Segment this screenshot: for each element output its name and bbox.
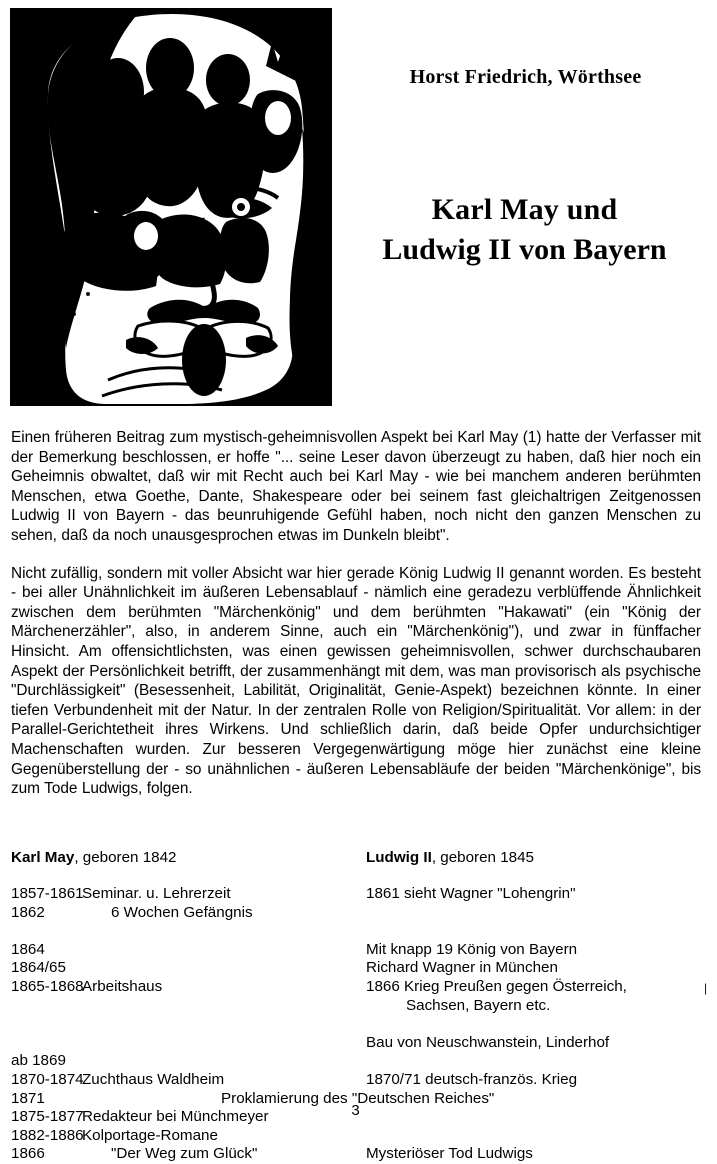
row-date-left: 1862: [11, 903, 45, 921]
table-row: [11, 1145, 701, 1164]
row-text-right: Sachsen, Bayern etc.: [406, 996, 551, 1014]
paragraph-1: Einen früheren Beitrag zum mystisch-geheimnisvollen Aspekt bei Karl May (1) hatte der Verfasser mit der Bemerkung beschlossen, er hoffe "... seine Leser davon überzeugt zu haben, daß hier noch ein Geheimnis obwaltet, daß wir mit Recht auch bei Karl May - wie bei manchem anderen berühmten Menschen, etwa Goethe, Dante, Shakespeare oder bei seinem fast gleichaltrigen Zeitgenossen Ludwig II von Bayern - das beunruhigende Gefühl haben, noch nicht den ganzen Menschen zu sehen, daß da noch unausgesprochen etwas im Dunkeln bleibt".: [11, 429, 701, 544]
table-row: [11, 1127, 701, 1146]
title-line-2: Ludwig II von Bayern: [382, 233, 667, 266]
row-text-left: Zuchthaus Waldheim: [82, 1070, 225, 1088]
table-row: [11, 977, 711, 997]
row-text-right: Bau von Neuschwanstein, Linderhof: [366, 1033, 610, 1051]
inset-portrait: [120, 211, 171, 281]
table-row: [11, 1071, 701, 1090]
portrait-collage-illustration: [10, 8, 332, 406]
row-text-left: Arbeitshaus: [82, 977, 163, 995]
row-text-right: 1866 Krieg Preußen gegen Österreich,: [366, 977, 627, 995]
row-date-left: 1857-1861: [11, 885, 84, 902]
column-header-karl-may: [11, 849, 177, 868]
author-byline: Horst Friedrich, Wörthsee: [409, 66, 642, 88]
paragraph-2: Nicht zufällig, sondern mit voller Absicht war hier gerade König Ludwig II genannt worden. Es besteht - bei aller Unähnlichkeit im äußeren Lebensablauf - nämlich eine geradezu verblüffende Ähnlichkeit zwischen dem berühmten "Märchenkönig" und dem berühmten "Hakawati" (ein "König der Märchenerzähler", also, in anderem Sinne, auch ein "Märchenkönig"), und zwar in fünffacher Hinsicht. Am offensichtlichsten, was einen gewissen geheimnisvollen, schwer durchschaubaren Aspekt der Persönlichkeit betrifft, der zusammenhängt mit dem, was man provisorisch als psychische "Durchlässigkeit" (Besessenheit, Labilität, Originalität, Genie-Aspekt) bezeichnen könnte. In einer tiefen Verbundenheit mit der Natur. In der zentralen Rolle von Religion/Spiritualität. Vor allem: in der Parallel-Gerichtetheit ihres Wirkens. Und schließlich darin, daß beide Opfer undurchsichtiger Machenschaften wurden. Zur besseren Vergegenwärtigung möge hier zunächst eine kleine Gegenüberstellung der - so unähnlichen - äußeren Lebensabläufe der beiden "Märchenkönige", bis zum Tode Ludwigs, folgen.: [11, 564, 701, 798]
article-body: [11, 428, 701, 799]
row-text-left: Seminar. u. Lehrerzeit: [82, 885, 231, 902]
ludwig-ii-name: Ludwig II: [366, 849, 432, 866]
comparison-headers: [11, 849, 701, 867]
row-date-left: 1864/65: [11, 959, 66, 977]
row-text-right: 1870/71 deutsch-französ. Krieg: [366, 1070, 578, 1088]
title-line-1: Karl May und: [431, 193, 618, 226]
row-text-right: 1861 sieht Wagner "Lohengrin": [366, 885, 576, 902]
table-row: [11, 1052, 701, 1071]
table-row: [11, 941, 701, 960]
page-number: 3: [351, 1102, 360, 1119]
row-text-spanning: Proklamierung des "Deutschen Reiches": [221, 1089, 495, 1107]
row-date-left: 1871: [11, 1089, 45, 1107]
page-header: [0, 0, 711, 410]
masthead: [340, 0, 711, 410]
table-row: [11, 959, 701, 978]
table-row: [11, 904, 701, 923]
table-row-spacer: [11, 922, 701, 941]
table-row-spacer: [11, 1015, 701, 1034]
row-text-right: Mysteriöser Tod Ludwigs: [366, 1145, 533, 1163]
row-text-left: 6 Wochen Gefängnis: [111, 903, 253, 921]
column-header-ludwig-ii: [366, 849, 534, 868]
page-title: [332, 190, 717, 270]
row-date-left: 1865-1868: [11, 977, 84, 995]
row-date-left: 1875-1877: [11, 1108, 84, 1126]
row-text-left: "Der Weg zum Glück": [111, 1145, 258, 1163]
portrait-collage-graphic: [10, 8, 332, 406]
comparison-rows: [11, 885, 711, 1164]
margin-tick-mark: ❘: [701, 982, 711, 995]
row-date-left: ab 1869: [11, 1052, 66, 1070]
karl-may-born: , geboren 1842: [74, 849, 177, 866]
row-date-left: 1864: [11, 940, 45, 958]
table-row: [11, 1034, 701, 1053]
ludwig-ii-born: , geboren 1845: [431, 849, 534, 866]
karl-may-name: Karl May: [11, 849, 75, 866]
row-date-left: 1882-1886: [11, 1126, 84, 1144]
row-text-left: Kolportage-Romane: [82, 1126, 218, 1144]
row-text-left: Redakteur bei Münchmeyer: [82, 1108, 269, 1126]
row-text-right: Mit knapp 19 König von Bayern: [366, 940, 578, 958]
table-row: [11, 997, 701, 1016]
row-date-left: 1870-1874: [11, 1070, 84, 1088]
row-date-left: 1866: [11, 1145, 45, 1163]
row-text-right: Richard Wagner in München: [366, 959, 558, 977]
table-row: [11, 885, 701, 904]
